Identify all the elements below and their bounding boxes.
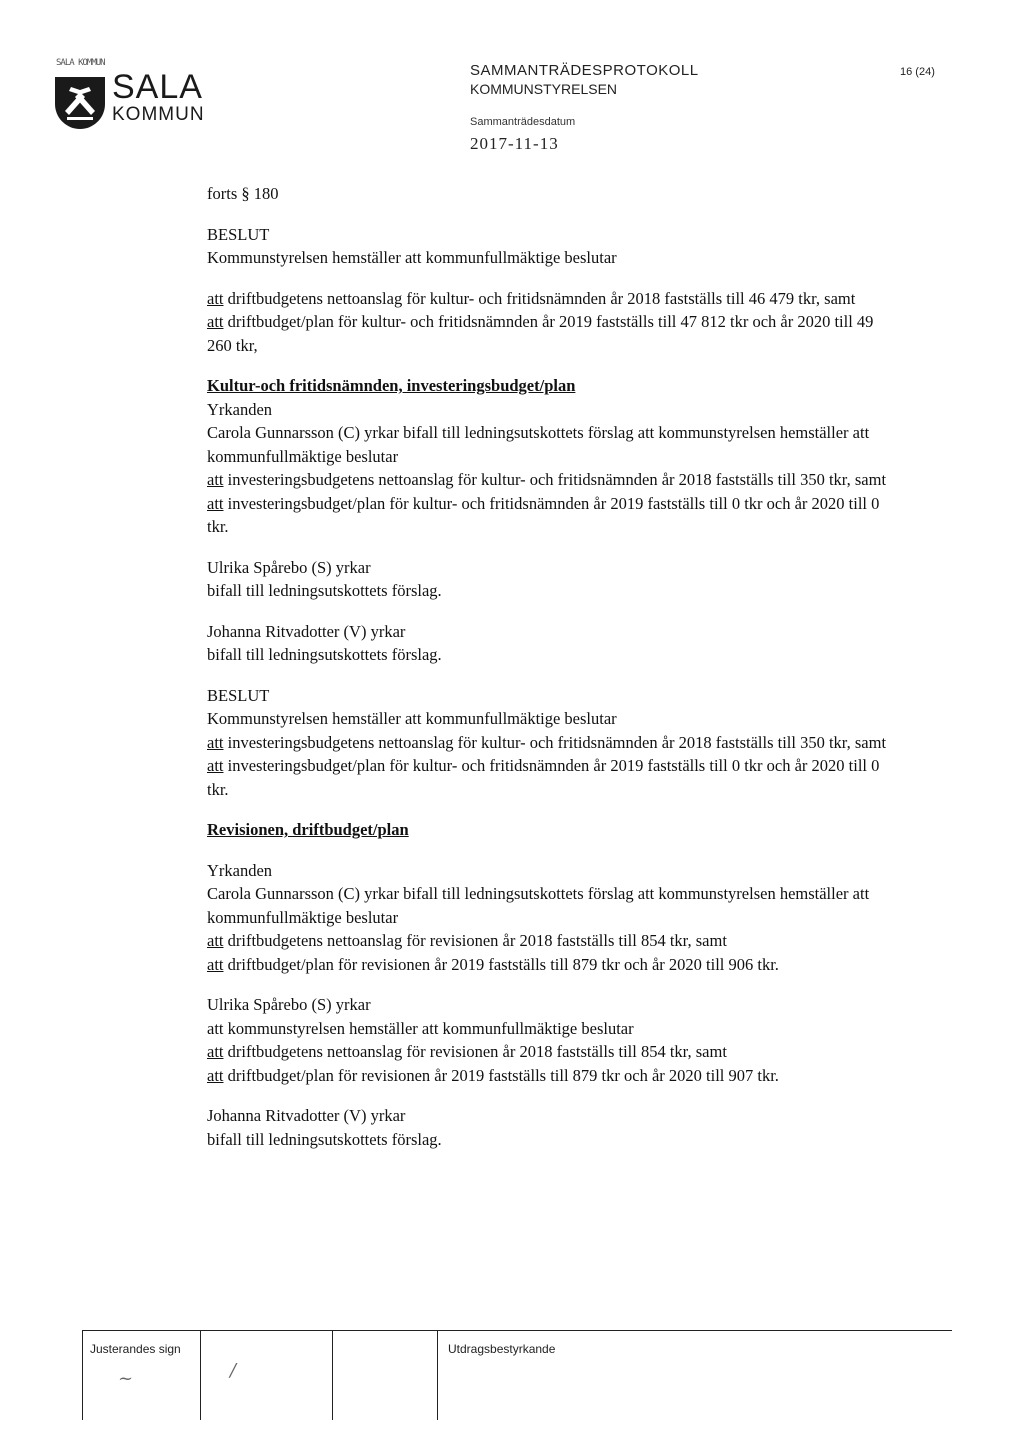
decision-item	[207, 287, 887, 311]
yrkanden-heading: Yrkanden	[207, 399, 273, 419]
decision-item-text: investeringsbudget/plan för kultur- och fritidsnämnden år 2019 fastställs till 0 tkr och år 2020 till 0 tkr.	[207, 756, 880, 799]
motion-text: Johanna Ritvadotter (V) yrkar	[207, 1106, 406, 1125]
date-label: Sammanträdesdatum	[470, 116, 576, 128]
decision-intro: Kommunstyrelsen hemställer att kommunfullmäktige beslutar	[207, 248, 617, 267]
footer-divider	[332, 1330, 333, 1420]
motion-item-text: investeringsbudgetens nettoanslag för kultur- och fritidsnämnden år 2018 fastställs till 350 tkr, samt	[223, 470, 887, 489]
meeting-date: 2017-11-13	[470, 134, 559, 153]
motion-item	[207, 468, 887, 492]
paragraph-ref: forts § 180	[207, 184, 279, 203]
footer-divider	[437, 1330, 438, 1420]
footer-top-rule	[82, 1330, 952, 1331]
section-title: Kultur-och fritidsnämnden, investeringsbudget/plan	[207, 376, 576, 395]
att-label: att	[207, 493, 224, 513]
motion-item	[207, 1040, 887, 1064]
decision-item	[207, 310, 887, 357]
yrkanden-heading: Yrkanden	[207, 860, 273, 880]
att-label: att	[207, 288, 224, 308]
document-type: SAMMANTRÄDESPROTOKOLL	[470, 62, 699, 79]
motion-text: bifall till ledningsutskottets förslag.	[207, 581, 442, 600]
motion-item-text: driftbudget/plan för revisionen år 2019 fastställs till 879 tkr och år 2020 till 907 tkr.	[223, 1065, 779, 1085]
decision-intro: Kommunstyrelsen hemställer att kommunfullmäktige beslutar	[207, 709, 617, 728]
utdragsbestyrkande-label: Utdragsbestyrkande	[448, 1342, 556, 1356]
logo-subtitle: KOMMUN	[112, 104, 205, 125]
att-label: att	[207, 954, 224, 974]
municipal-crest-icon	[55, 77, 105, 129]
motion-text: Johanna Ritvadotter (V) yrkar	[207, 621, 406, 641]
footer-divider	[200, 1330, 201, 1420]
motion-text: bifall till ledningsutskottets förslag.	[207, 645, 442, 664]
decision-heading: BESLUT	[207, 685, 270, 705]
att-label: att	[207, 312, 224, 331]
page-number: 16 (24)	[900, 66, 935, 78]
signature-mark: /	[230, 1360, 237, 1381]
decision-item-text: investeringsbudgetens nettoanslag för kultur- och fritidsnämnden år 2018 fastställs till 350 tkr, samt	[223, 732, 887, 752]
protocol-body	[207, 182, 887, 1151]
section-title: Revisionen, driftbudget/plan	[207, 820, 409, 839]
justerandes-sign-label: Justerandes sign	[90, 1342, 181, 1356]
att-label: att	[207, 470, 224, 489]
motion-text: bifall till ledningsutskottets förslag.	[207, 1129, 442, 1149]
logo-name: SALA	[112, 68, 203, 106]
motion-text: Ulrika Spårebo (S) yrkar	[207, 995, 371, 1014]
motion-text: Ulrika Spårebo (S) yrkar	[207, 557, 371, 577]
att-label: att	[207, 1042, 224, 1061]
motion-item-text: investeringsbudget/plan för kultur- och fritidsnämnden år 2019 fastställs till 0 tkr och år 2020 till 0 tkr.	[207, 493, 880, 536]
footer-divider	[82, 1330, 83, 1420]
att-label: att	[207, 732, 224, 752]
motion-item-text: driftbudgetens nettoanslag för revisionen år 2018 fastställs till 854 tkr, samt	[223, 1042, 727, 1061]
signature-mark: ~	[118, 1368, 134, 1389]
motion-item-text: driftbudgetens nettoanslag för revisionen år 2018 fastställs till 854 tkr, samt	[223, 931, 727, 950]
organization: KOMMUNSTYRELSEN	[470, 81, 618, 97]
decision-item	[207, 754, 887, 801]
motion-text: Carola Gunnarsson (C) yrkar bifall till ledningsutskottets förslag att kommunstyrelsen hemställer att kommunfullmäktige beslutar	[207, 884, 870, 927]
decision-heading: BESLUT	[207, 224, 270, 244]
motion-item	[207, 953, 887, 977]
att-label: att	[207, 756, 224, 775]
motion-item	[207, 929, 887, 953]
motion-item-text: driftbudget/plan för revisionen år 2019 fastställs till 879 tkr och år 2020 till 906 tkr.	[223, 954, 779, 974]
motion-item	[207, 1064, 887, 1088]
decision-item	[207, 731, 887, 755]
decision-item-text: driftbudget/plan för kultur- och fritidsnämnden år 2019 fastställs till 47 812 tkr och år 2020 till 49 260 tkr,	[207, 312, 874, 355]
motion-text: att kommunstyrelsen hemställer att kommunfullmäktige beslutar	[207, 1018, 634, 1038]
logo-stamp: SALA KOMMUN	[56, 58, 105, 68]
decision-item-text: driftbudgetens nettoanslag för kultur- och fritidsnämnden år 2018 fastställs till 46 479 tkr, samt	[223, 288, 856, 308]
att-label: att	[207, 931, 224, 950]
motion-item	[207, 492, 887, 539]
signature-footer	[82, 1330, 952, 1420]
motion-text: Carola Gunnarsson (C) yrkar bifall till ledningsutskottets förslag att kommunstyrelsen hemställer att kommunfullmäktige beslutar	[207, 423, 870, 466]
att-label: att	[207, 1065, 224, 1085]
